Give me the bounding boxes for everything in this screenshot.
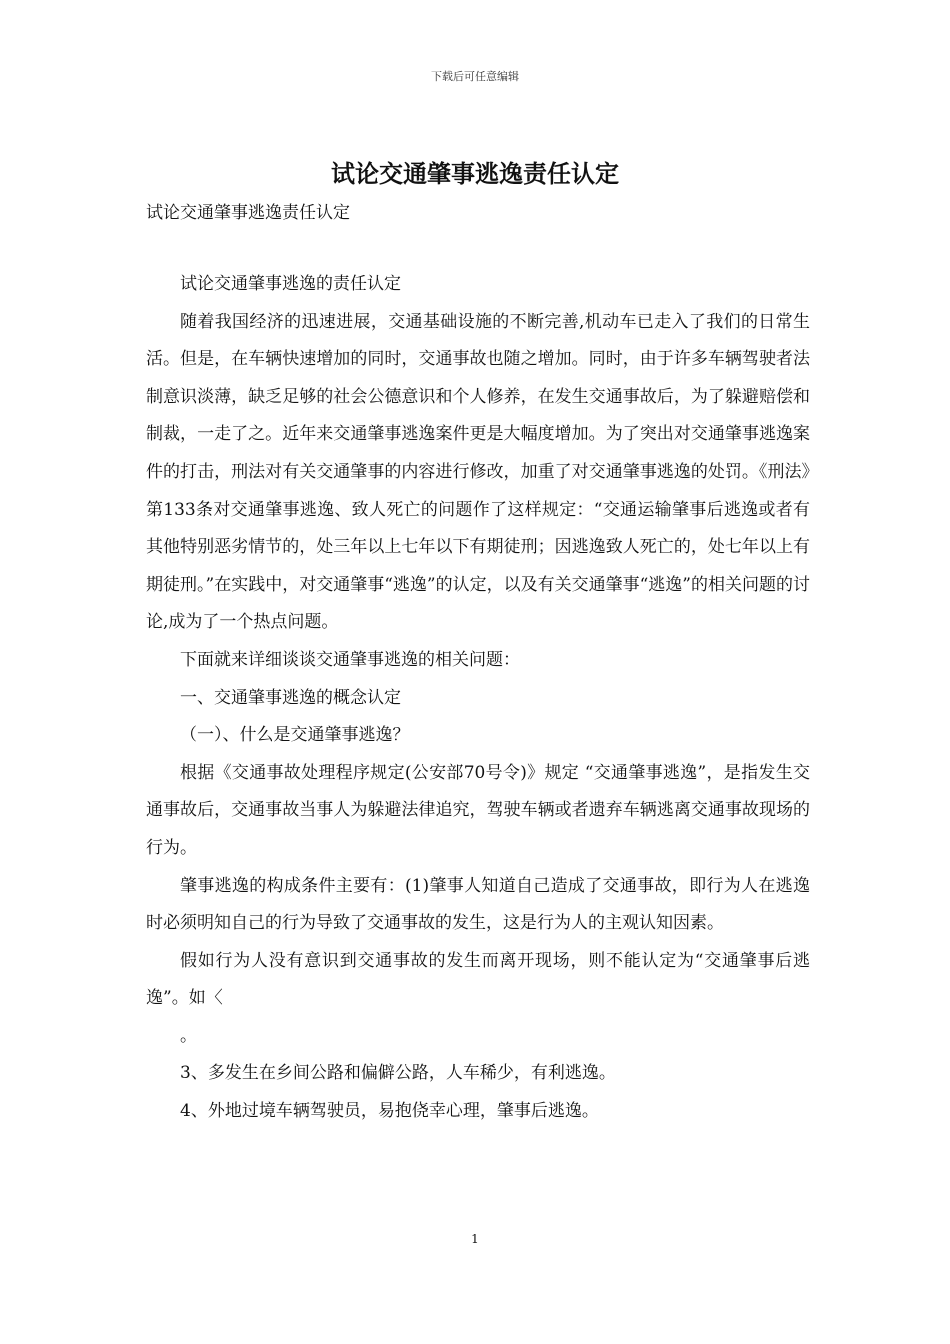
paragraph-lead-in: 下面就来详细谈谈交通肇事逃逸的相关问题：: [180, 649, 520, 670]
list-item: 4、外地过境车辆驾驶员，易抱侥幸心理，肇事后逃逸。: [180, 1101, 599, 1122]
paragraph-example: 假如行为人没有意识到交通事故的发生而离开现场，则不能认定为“交通肇事后逃逸”。如〈: [146, 950, 810, 1009]
paragraph-conditions: 肇事逃逸的构成条件主要有：(1)肇事人知道自己造成了交通事故，即行为人在逃逸时必须明知自己的行为导致了交通事故的发生，这是行为人的主观认知因素。: [146, 875, 810, 934]
section-heading: 一、交通肇事逃逸的概念认定: [180, 687, 401, 708]
document-body: [146, 266, 810, 1131]
paragraph-heading: 试论交通肇事逃逸的责任认定: [180, 274, 401, 294]
paragraph-intro: 随着我国经济的迅速进展，交通基础设施的不断完善,机动车已走入了我们的日常生活。但是，在车辆快速增加的同时，交通事故也随之增加。同时，由于许多车辆驾驶者法制意识淡薄，缺乏足够的社会公德意识和个人修养，在发生交通事故后，为了躲避赔偿和制裁，一走了之。近年来交通肇事逃逸案件更是大幅度增加。为了突出对交通肇事逃逸案件的打击，刑法对有关交通肇事的内容进行修改，加重了对交通肇事逃逸的处罚。《刑法》第133条对交通肇事逃逸、致人死亡的问题作了这样规定：“交通运输肇事后逃逸或者有其他特别恶劣情节的，处三年以上七年以下有期徒刑；因逃逸致人死亡的，处七年以上有期徒刑。”在实践中，对交通肇事“逃逸”的认定，以及有关交通肇事“逃逸”的相关问题的讨论,成为了一个热点问题。: [146, 311, 810, 633]
paragraph-definition: 根据《交通事故处理程序规定(公安部70号令)》规定 “交通肇事逃逸”，是指发生交通事故后，交通事故当事人为躲避法律追究，驾驶车辆或者遗弃车辆逃离交通事故现场的行为。: [146, 762, 810, 858]
page-number: 1: [471, 1232, 479, 1246]
subtitle: 试论交通肇事逃逸责任认定: [146, 203, 350, 223]
paragraph-fragment: 。: [180, 1025, 197, 1046]
subsection-heading: （一）、什么是交通肇事逃逸？: [180, 725, 410, 746]
list-item: 3、多发生在乡间公路和偏僻公路，人车稀少，有利逃逸。: [180, 1063, 616, 1084]
page-title: 试论交通肇事逃逸责任认定: [331, 159, 619, 188]
page-header: 下载后可任意编辑: [431, 70, 519, 83]
